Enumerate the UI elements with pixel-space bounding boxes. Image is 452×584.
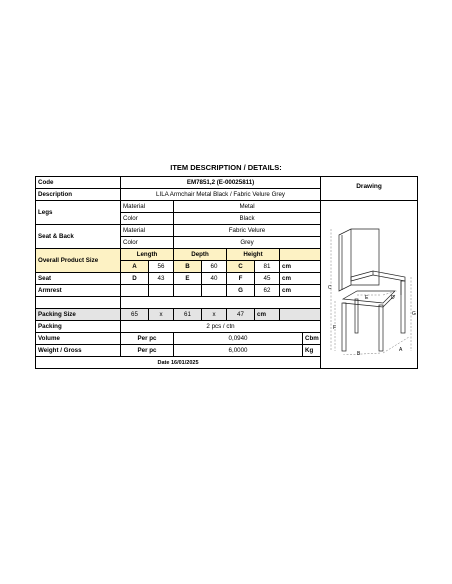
leg-front-left (342, 303, 346, 351)
seat-back-label: Seat & Back (36, 225, 121, 249)
chair-drawing (321, 205, 417, 355)
code-label: Code (36, 177, 121, 189)
legs-material-label: Material (121, 201, 174, 213)
packing-size-3: 47 (227, 309, 255, 321)
seat-back-material-value: Fabric Velure (174, 225, 321, 237)
dim-value-b: 60 (202, 261, 227, 273)
leg-front-right (379, 305, 383, 351)
armrest-shape (351, 271, 405, 281)
drawing-letter-f: F (333, 325, 337, 331)
packing-size-unit: cm (255, 309, 280, 321)
volume-label: Volume (36, 333, 121, 345)
packing-label: Packing (36, 321, 121, 333)
description-label: Description (36, 189, 121, 201)
drawing-letter-d: D (391, 295, 395, 301)
dim-value-e: 40 (202, 273, 227, 285)
page-title: ITEM DESCRIPTION / DETAILS: (170, 163, 282, 172)
volume-unit: Cbm (303, 333, 321, 345)
depth-header: Depth (174, 249, 227, 261)
code-row (36, 177, 418, 189)
dim-value-a: 56 (149, 261, 174, 273)
leg-back-right (401, 281, 405, 333)
volume-per: Per pc (121, 333, 174, 345)
drawing-letter-a: A (399, 347, 403, 353)
dim-letter-g: G (227, 285, 255, 297)
packing-size-x2: x (202, 309, 227, 321)
dim-letter-a: A (121, 261, 149, 273)
dim-letter-c: C (227, 261, 255, 273)
seat-back-color-label: Color (121, 237, 174, 249)
dim-value-f: 45 (255, 273, 280, 285)
description-value: LILA Armchair Metal Black / Fabric Velure Grey (121, 189, 321, 201)
overall-header-blank (280, 249, 321, 261)
overall-size-label: Overall Product Size (36, 249, 121, 273)
spec-table (35, 176, 418, 369)
drawing-title: Drawing (356, 183, 382, 190)
code-value: EM7851,2 (E-00025811) (121, 177, 321, 189)
armrest-label: Armrest (36, 285, 121, 297)
weight-unit: Kg (303, 345, 321, 357)
packing-size-x1: x (149, 309, 174, 321)
dim-letter-b: B (174, 261, 202, 273)
weight-label: Weight / Gross (36, 345, 121, 357)
weight-per: Per pc (121, 345, 174, 357)
packing-value: 2 pcs / ctn (121, 321, 321, 333)
dim-value-c: 81 (255, 261, 280, 273)
height-header: Height (227, 249, 280, 261)
drawing-letter-e: E (365, 295, 369, 301)
dim-value-d: 43 (149, 273, 174, 285)
drawing-letter-c: C (328, 285, 332, 291)
legs-material-value: Metal (174, 201, 321, 213)
seat-back-material-label: Material (121, 225, 174, 237)
dim-letter-f: F (227, 273, 255, 285)
weight-value: 6,0000 (174, 345, 303, 357)
packing-size-2: 61 (174, 309, 202, 321)
seat-dims-label: Seat (36, 273, 121, 285)
chair-seat-shape (343, 291, 395, 303)
dim-value-g: 62 (255, 285, 280, 297)
date-value: Date 16/01/2025 (36, 357, 321, 369)
legs-color-label: Color (121, 213, 174, 225)
dim-unit-seat: cm (280, 273, 321, 285)
seat-back-color-value: Grey (174, 237, 321, 249)
length-header: Length (121, 249, 174, 261)
packing-size-1: 65 (121, 309, 149, 321)
packing-size-label: Packing Size (36, 309, 121, 321)
drawing-letter-b: B (357, 351, 361, 355)
drawing-panel (321, 177, 418, 369)
volume-value: 0,0940 (174, 333, 303, 345)
dim-letter-d: D (121, 273, 149, 285)
chair-back-shape (339, 229, 379, 291)
legs-label: Legs (36, 201, 121, 225)
dim-letter-e: E (174, 273, 202, 285)
dim-unit-armrest: cm (280, 285, 321, 297)
legs-color-value: Black (174, 213, 321, 225)
dim-unit-row1: cm (280, 261, 321, 273)
drawing-letter-g: G (412, 311, 416, 317)
